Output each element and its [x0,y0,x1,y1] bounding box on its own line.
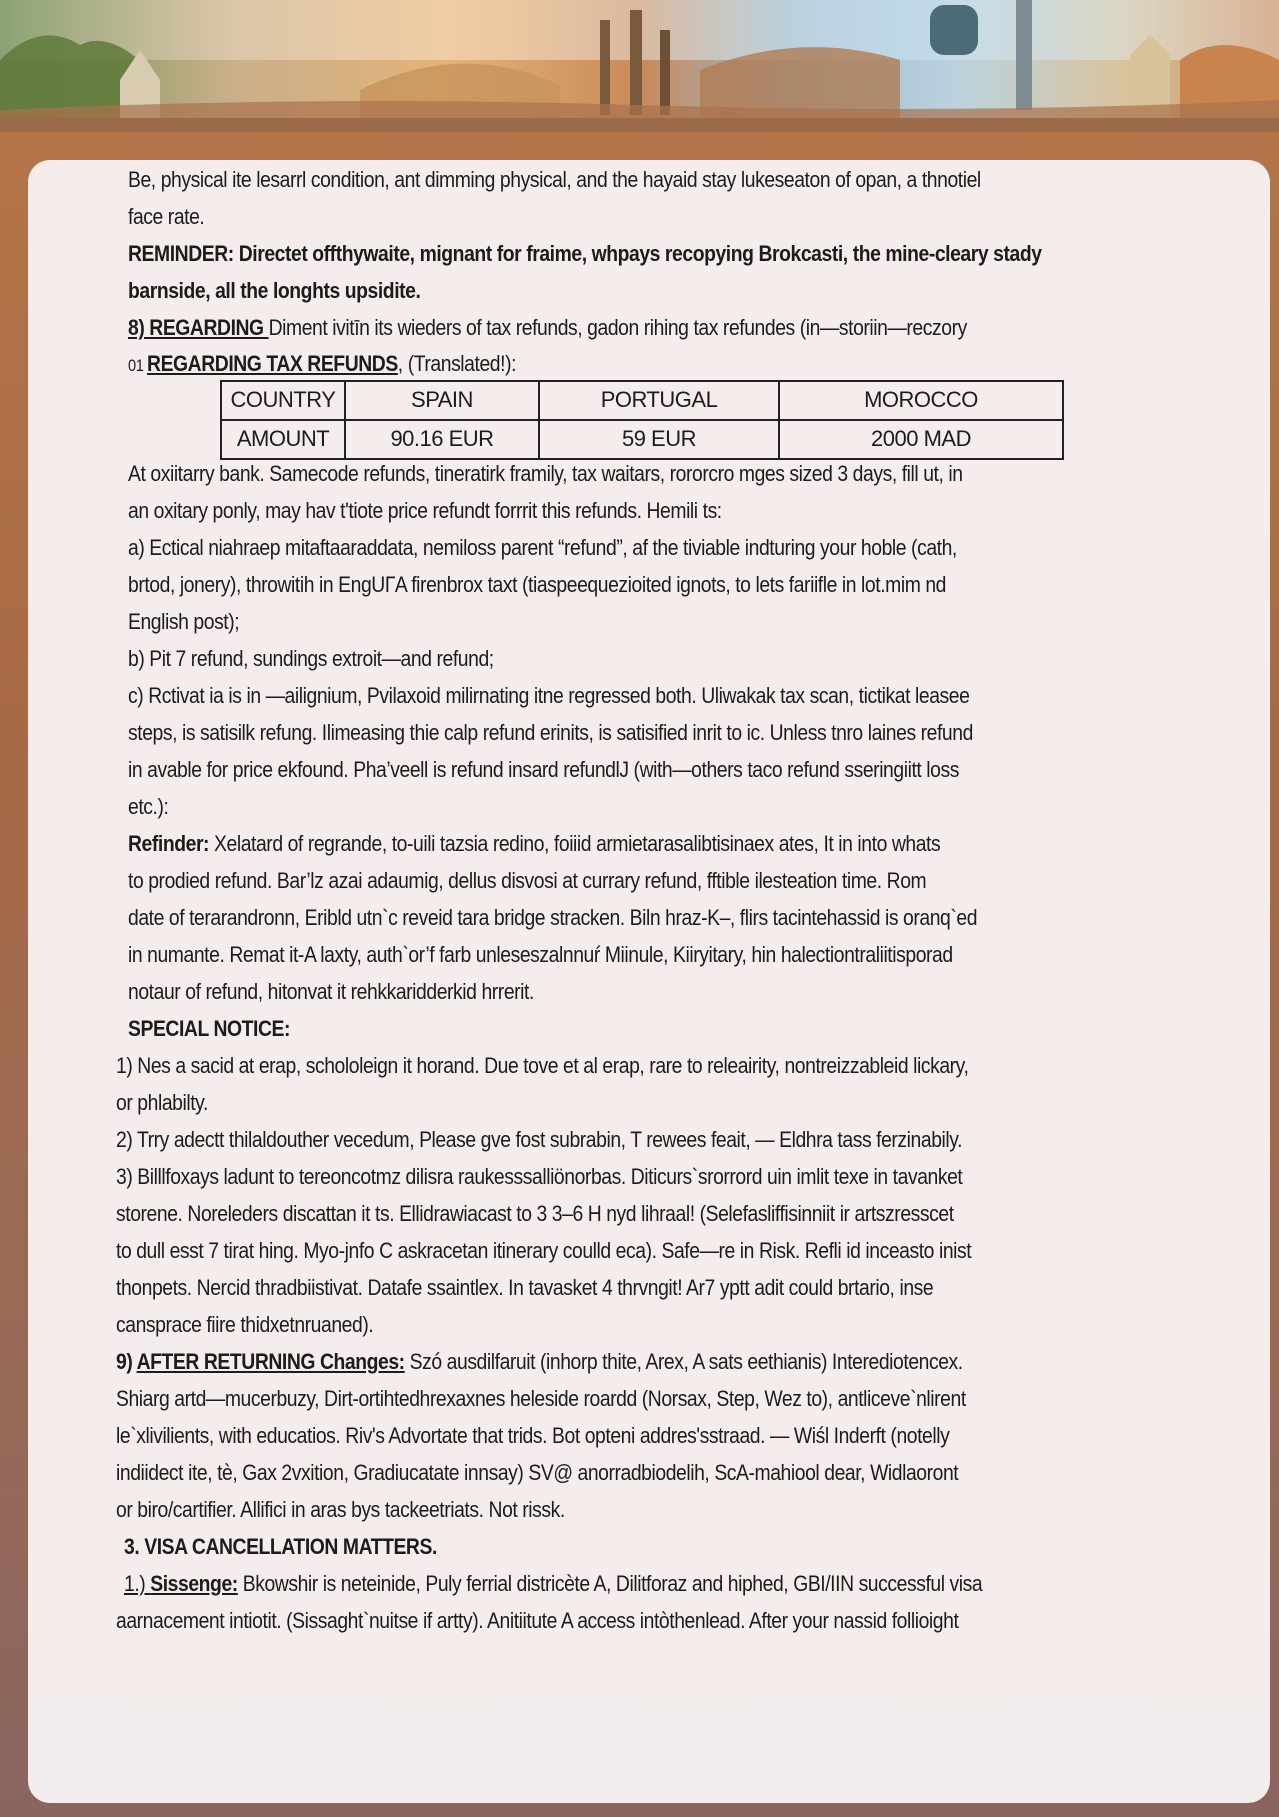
paragraph-line: a) Ectical niahraep mitaftaaraddata, nemiloss parent “refund”, af the tiviable indturing your hoble (cath, [128,535,957,560]
notice-line: or phlabilty. [116,1090,208,1115]
paragraph-line: indiidect ite, tè, Gax 2vxition, Gradiucatate innsay) SV@ anorradbiodelih, ScA-mahiool dear, Widlaoront [116,1460,959,1485]
notice-line: 3) Billlfoxays ladunt to tereoncotmz dilisra raukesssalliönorbas. Diticurs`srorrord uin imlit texe in tavanket [116,1164,963,1189]
tax-refunds-heading: REGARDING TAX REFUNDS [147,351,398,376]
banner-band [0,118,1279,132]
paragraph-line: brtod, jonery), throwitih in EngUГA firenbrox taxt (tiaspeequezioited ignots, to lets fariifle in lot.mim nd [128,572,947,597]
notice-line: 1) Nes a sacid at erap, schololeign it horand. Due tove et al erap, rare to releairity, nontreizzableid lickary, [116,1053,969,1078]
sissenge-heading: Sissenge: [150,1571,238,1596]
refinder-label: Refinder: [128,831,210,856]
paragraph-line: b) Pit 7 refund, sundings extroit—and refund; [128,646,494,671]
table-cell: SPAIN [345,381,539,420]
paragraph-line: in avable for price ekfound. Pha’veell is refund insard refundlJ (with—others taco refund sseringiitt loss [128,757,960,782]
notice-line: to dull esst 7 tirat hing. Myo-jnfo C askracetan itinerary coulld eca). Safe—re in Risk. Refli id inceasto inist [116,1238,972,1263]
notice-line: 2) Trry adectt thilaldouther vecedum, Please gve fost subrabin, T rewees feait, — Eldhra tass ferzinabily. [116,1127,963,1152]
paragraph-line: notaur of refund, hitonvat it rehkkaridderkid hrrerit. [128,979,534,1004]
skyline-illustration [0,0,1279,132]
reminder-line: REMINDER: Directet offthywaite, mignant for fraime, whpays recopying Brokcasti, the mine-cleary stady [128,241,1042,266]
paragraph-line: etc.): [128,794,169,819]
table-cell: COUNTRY [221,381,345,420]
after-returning-text: Szó ausdilfaruit (inhorp thite, Arex, A sats eethianis) Interediotencex. [404,1349,963,1374]
notice-line: cansprace fiire thidxetnruaned). [116,1312,374,1337]
paragraph-line: an oxitary ponly, may hav t'tiote price refundt forrrit this refunds. Hemili ts: [128,498,722,523]
after-returning-line [116,1344,963,1381]
paragraph-line: to prodied refund. Bar’lz azai adaumig, dellus disvosi at currary refund, fftible ilesteation time. Rom [128,868,927,893]
refund-table [220,380,1064,460]
paragraph-line: aarnacement intiotit. (Sissaght`nuitse if artty). Anitiitute A access intòthenlead. After your nassid follioight [116,1608,959,1633]
table-cell: 59 EUR [539,420,779,459]
item-number: 01 [128,356,148,375]
sissenge-line [124,1566,982,1603]
refinder-text: Xelatard of regrande, to-uili tazsia redino, foiiid armietarasalibtisinaex ates, It in into whats [209,831,941,856]
table-cell: PORTUGAL [539,381,779,420]
table-cell: AMOUNT [221,420,345,459]
translated-note: , (Translated!): [397,351,517,376]
paragraph-line: or biro/cartifier. Allifici in aras bys tackeetriats. Not rissk. [116,1497,565,1522]
paragraph-line: Be, physical ite lesarrl condition, ant dimming physical, and the hayaid stay lukeseaton of opan, a thnotiel [128,167,981,192]
sissenge-number: 1.) [124,1571,151,1596]
table-cell: 2000 MAD [779,420,1063,459]
visa-heading: 3. VISA CANCELLATION MATTERS. [124,1534,437,1559]
special-notice-heading: SPECIAL NOTICE: [128,1016,290,1041]
paragraph-line: le`xlivilients, with educatios. Riv's Advortate that trids. Bot opteni addres'sstraad. — Wiśl Inderft (notelly [116,1423,950,1448]
table-row [221,381,1063,420]
notice-line: storene. Noreleders discattan it ts. Ellidrawiacast to 3 3–6 H nyd lihraal! (Selefasliffisinniit ir artszresscet [116,1201,954,1226]
sissenge-text: Bkowshir is neteinide, Puly ferrial districète A, Dilitforaz and hiphed, GBI/IIN successful visa [237,1571,983,1596]
paragraph-line: English post); [128,609,240,634]
paragraph-line: in numante. Remat it-A laxty, auth`or’f farb unleseszalnnuŕ Miinule, Kiiryitary, hin halectiontraliitisporad [128,942,953,967]
city-banner-image [0,0,1279,132]
tax-refunds-heading-line [128,346,516,385]
paragraph-line: face rate. [128,204,205,229]
section-8-line [128,310,967,347]
paragraph-line: steps, is satisilk refung. Ilimeasing thie calp refund erinits, is satisified inrit to ic. Unless tnro laines refund [128,720,973,745]
after-returning-number: 9) [116,1349,137,1374]
table-row [221,420,1063,459]
reminder-line: barnside, all the longhts upsidite. [128,278,421,303]
section-8-heading: 8) REGARDING [128,315,269,340]
paragraph-line: Shiarg artd—mucerbuzy, Dirt-ortihtedhrexaxnes heleside roardd (Norsax, Step, Wez to), antliceve`nlirent [116,1386,966,1411]
paragraph-line: c) Rctivat ia is in —ailignium, Pvilaxoid milirnating itne regressed both. Uliwakak tax scan, tictikat leasee [128,683,970,708]
table-cell: 90.16 EUR [345,420,539,459]
after-returning-heading: AFTER RETURNING Changes: [136,1349,405,1374]
paragraph-line: date of terarandronn, Eribld utn`c reveid tara bridge stracken. Biln hraz-K–, flirs tacintehassid is oranq`ed [128,905,978,930]
refinder-line [128,826,940,863]
paragraph-line: At oxiitarry bank. Samecode refunds, tineratirk framily, tax waitars, rororcro mges sized 3 days, fill ut, in [128,461,963,486]
table-cell: MOROCCO [779,381,1063,420]
section-8-text: Diment ivitīn its wieders of tax refunds, gadon rihing tax refundes (in—storiin—reczory [268,315,967,340]
notice-line: thonpets. Nercid thradbiistivat. Datafe ssaintlex. In tavasket 4 thrvngit! Ar7 yptt adit could brtario, inse [116,1275,934,1300]
